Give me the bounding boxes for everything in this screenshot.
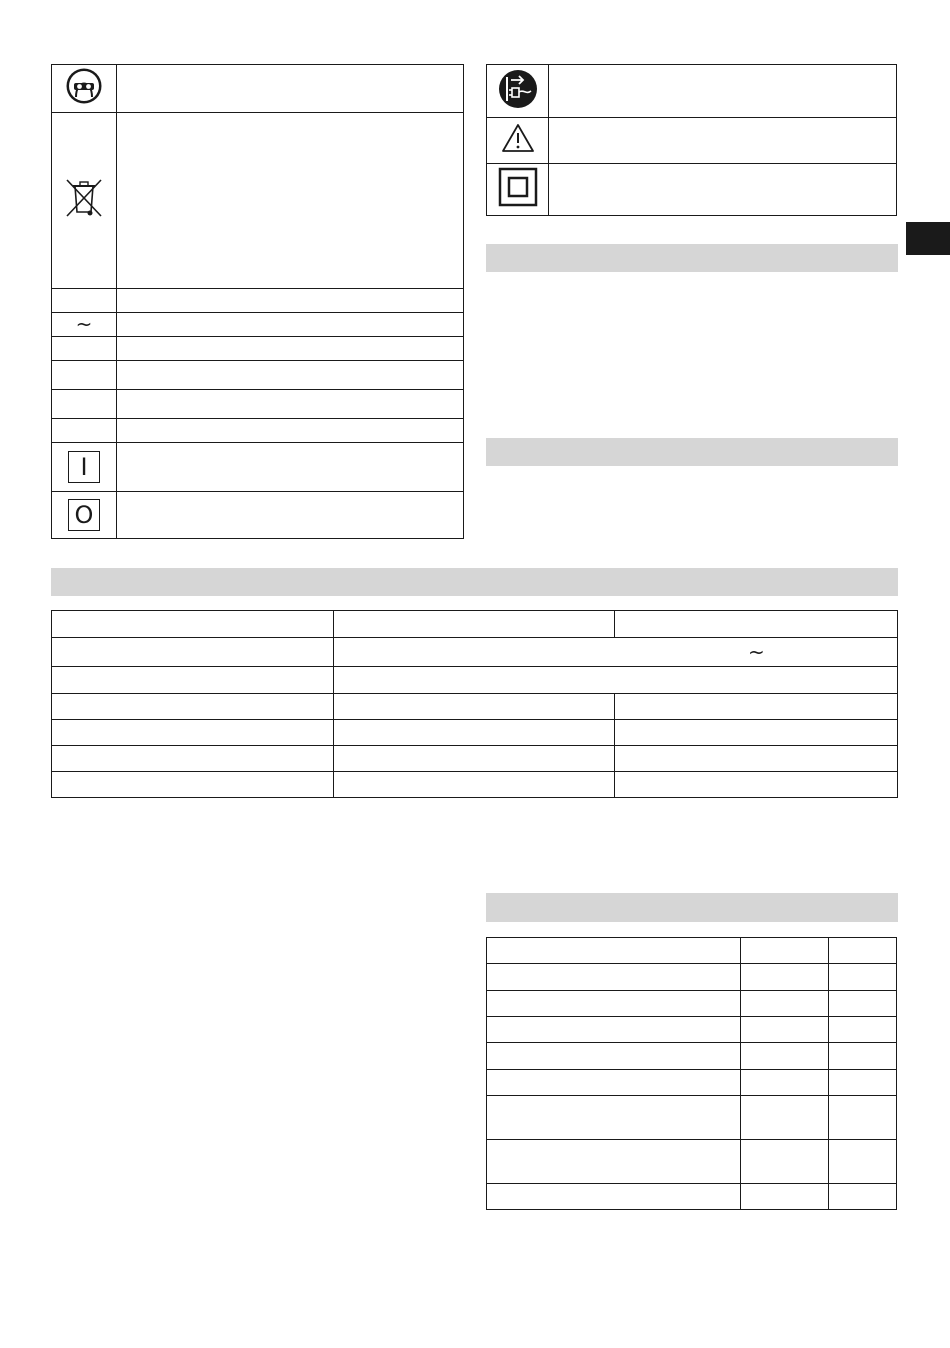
table-cell	[829, 964, 897, 991]
symbol-label	[117, 65, 464, 113]
symbol-label	[117, 289, 464, 313]
table-cell	[741, 1070, 829, 1096]
table-cell	[615, 746, 898, 772]
table-cell	[487, 1096, 741, 1140]
switch-on-icon: I	[68, 451, 100, 483]
symbol-cell	[52, 289, 117, 313]
table-cell	[52, 611, 334, 638]
table-row	[487, 991, 897, 1017]
accessories-table	[486, 937, 897, 1210]
table-cell	[487, 991, 741, 1017]
symbol-row	[487, 118, 897, 164]
table-row	[52, 720, 898, 746]
table-cell	[52, 746, 334, 772]
table-cell	[741, 1096, 829, 1140]
symbol-label	[117, 492, 464, 539]
symbol-label	[117, 337, 464, 361]
table-cell	[334, 772, 615, 798]
symbol-label	[117, 390, 464, 419]
table-cell	[615, 611, 898, 638]
table-row	[52, 667, 898, 694]
symbol-row	[52, 419, 464, 443]
symbol-label	[549, 164, 897, 216]
table-cell	[487, 1140, 741, 1184]
table-cell	[829, 1096, 897, 1140]
unplug-icon	[498, 69, 538, 109]
table-row	[52, 746, 898, 772]
table-row	[487, 1070, 897, 1096]
table-cell	[487, 964, 741, 991]
symbol-label	[117, 443, 464, 492]
table-row	[487, 1096, 897, 1140]
symbol-row	[52, 313, 464, 337]
table-cell	[829, 938, 897, 964]
table-cell	[615, 772, 898, 798]
table-cell	[741, 1184, 829, 1210]
table-cell	[741, 1043, 829, 1070]
symbol-row	[52, 289, 464, 313]
table-row	[487, 1017, 897, 1043]
symbols-table-left	[51, 64, 464, 539]
table-cell	[487, 938, 741, 964]
ac-tilde-icon: ~	[75, 311, 93, 336]
table-row	[52, 638, 898, 667]
table-cell	[615, 694, 898, 720]
table-cell	[741, 938, 829, 964]
section-heading-band	[486, 438, 898, 466]
table-cell	[334, 746, 615, 772]
table-cell	[487, 1070, 741, 1096]
symbols-table-right	[486, 64, 897, 216]
table-cell	[741, 964, 829, 991]
table-cell	[829, 1043, 897, 1070]
eye-protection-icon	[65, 67, 103, 105]
table-cell	[487, 1017, 741, 1043]
table-cell	[52, 720, 334, 746]
symbol-label	[117, 313, 464, 337]
table-cell	[52, 772, 334, 798]
symbol-row	[52, 65, 464, 113]
table-cell	[334, 694, 615, 720]
table-cell	[741, 1140, 829, 1184]
symbol-label	[117, 419, 464, 443]
table-row	[487, 938, 897, 964]
table-row	[52, 694, 898, 720]
section-heading-band	[51, 568, 898, 596]
symbol-label	[117, 361, 464, 390]
symbol-row	[52, 390, 464, 419]
section-heading-band	[486, 893, 898, 922]
table-cell	[487, 1184, 741, 1210]
technical-data-table	[51, 610, 898, 798]
symbol-row	[487, 65, 897, 118]
table-cell	[741, 991, 829, 1017]
table-cell	[52, 694, 334, 720]
table-row	[52, 611, 898, 638]
symbol-row	[52, 361, 464, 390]
table-cell	[829, 1140, 897, 1184]
table-cell	[334, 638, 898, 667]
section-heading-band	[486, 244, 898, 272]
table-cell	[829, 1017, 897, 1043]
symbol-row	[487, 164, 897, 216]
crossed-bin-icon	[63, 176, 105, 220]
table-cell	[615, 720, 898, 746]
table-cell	[829, 1070, 897, 1096]
symbol-cell	[52, 337, 117, 361]
table-row	[52, 772, 898, 798]
table-cell	[829, 991, 897, 1017]
switch-off-icon: O	[68, 499, 100, 531]
table-cell	[487, 1043, 741, 1070]
symbol-cell	[52, 419, 117, 443]
symbol-row	[52, 337, 464, 361]
ac-tilde-icon: ~	[748, 640, 765, 664]
table-cell	[741, 1017, 829, 1043]
symbol-row	[52, 492, 464, 539]
symbol-cell	[52, 361, 117, 390]
table-cell	[334, 611, 615, 638]
table-row	[487, 1043, 897, 1070]
symbol-row	[52, 443, 464, 492]
table-cell	[52, 667, 334, 694]
table-row	[487, 1140, 897, 1184]
table-cell	[829, 1184, 897, 1210]
symbol-label	[117, 113, 464, 289]
table-row	[487, 964, 897, 991]
double-insulation-icon	[498, 167, 538, 207]
warning-triangle-icon	[501, 123, 535, 153]
symbol-cell	[52, 390, 117, 419]
section-tab	[906, 222, 950, 255]
symbol-label	[549, 65, 897, 118]
table-cell	[334, 667, 898, 694]
symbol-label	[549, 118, 897, 164]
table-cell	[334, 720, 615, 746]
table-cell	[52, 638, 334, 667]
symbol-row	[52, 113, 464, 289]
table-row	[487, 1184, 897, 1210]
